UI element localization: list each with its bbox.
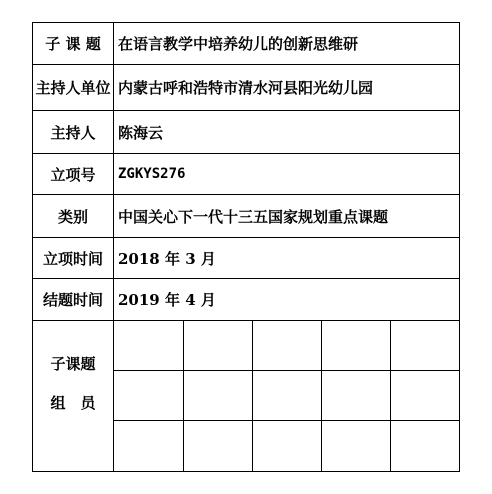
- member-cell: [391, 371, 460, 421]
- row-label: 立项号: [33, 154, 114, 194]
- member-cell: [391, 321, 460, 371]
- row-category: [33, 195, 459, 238]
- row-value: 中国关心下一代十三五国家规划重点课题: [118, 207, 389, 226]
- member-cell: [114, 321, 184, 371]
- row-label: 主持人单位: [33, 65, 114, 110]
- member-cell: [391, 421, 460, 471]
- group-members-label: [33, 321, 114, 471]
- member-cell: [184, 371, 253, 421]
- row-project-number: [33, 154, 459, 195]
- row-value: 陈海云: [118, 123, 164, 142]
- member-cell: [322, 421, 391, 471]
- row-value: 在语言教学中培养幼儿的创新思维研: [118, 35, 359, 53]
- row-value: 2019 年 4 月: [118, 291, 216, 309]
- row-value: ZGKYS276: [118, 166, 186, 182]
- row-subtopic: [33, 23, 459, 65]
- member-cell: [184, 321, 253, 371]
- member-cell: [184, 421, 253, 471]
- row-label: 子 课 题: [33, 23, 114, 64]
- member-cell: [322, 371, 391, 421]
- project-info-table: [32, 22, 460, 472]
- row-value: 内蒙古呼和浩特市清水河县阳光幼儿园: [118, 79, 374, 97]
- row-approval-date: [33, 238, 459, 279]
- member-cell: [253, 421, 322, 471]
- row-label: 主持人: [33, 111, 114, 153]
- row-completion-date: [33, 279, 459, 321]
- row-group-members: [33, 321, 459, 471]
- row-label: 结题时间: [33, 279, 114, 320]
- group-label-line2: 组 员: [50, 394, 96, 412]
- member-cell: [322, 321, 391, 371]
- member-cell: [253, 321, 322, 371]
- row-host-unit: [33, 65, 459, 111]
- row-host: [33, 111, 459, 154]
- group-label-line1: 子课题: [50, 355, 96, 373]
- member-cell: [114, 421, 184, 471]
- row-value: 2018 年 3 月: [118, 249, 216, 268]
- row-label: 立项时间: [33, 238, 114, 278]
- member-cell: [253, 371, 322, 421]
- member-cell: [114, 371, 184, 421]
- member-grid: [114, 321, 459, 471]
- row-label: 类别: [33, 195, 114, 237]
